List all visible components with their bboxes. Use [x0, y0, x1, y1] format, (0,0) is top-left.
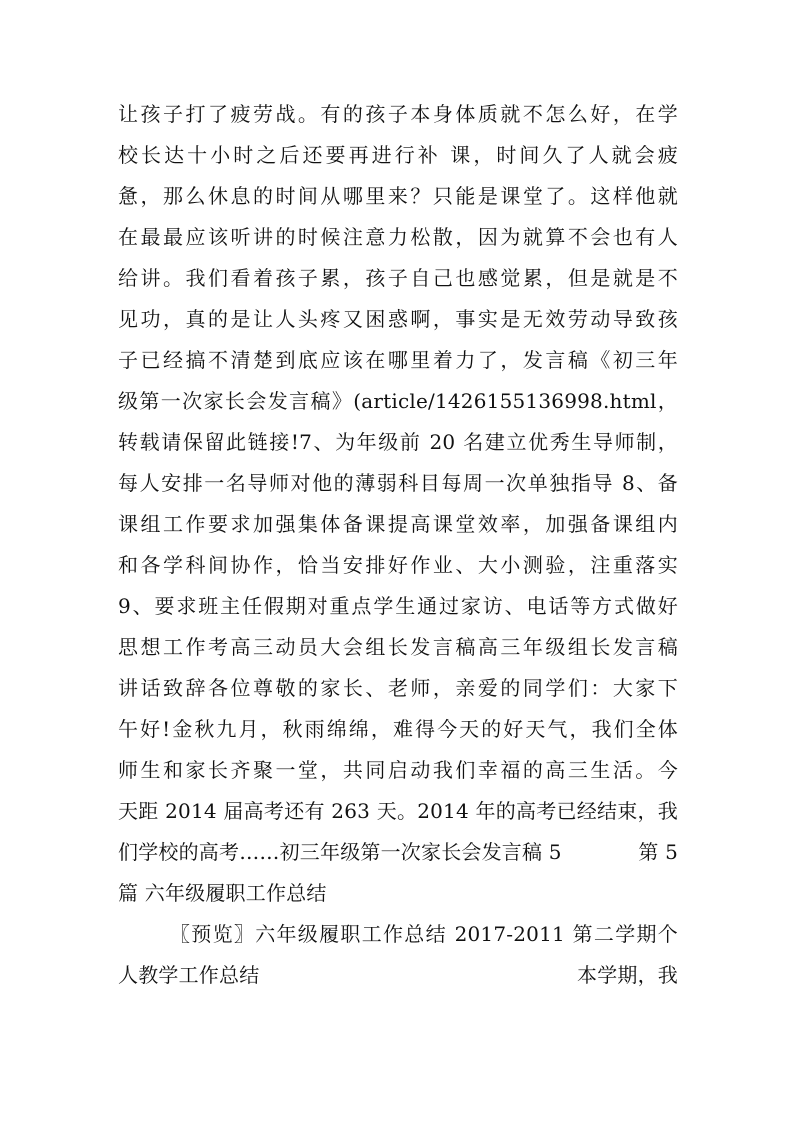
- text-line: 级第一次家长会发言稿》(article/1426155136998.html，: [118, 389, 678, 413]
- section-heading: 篇 六年级履职工作总结: [118, 881, 327, 905]
- preview-line: 〖预览〗六年级履职工作总结 2017-2011 第二学期个: [170, 922, 678, 946]
- text-line: 见功，真的是让人头疼又困惑啊，事实是无效劳动导致孩: [118, 307, 678, 331]
- text-line-left: 们学校的高考……初三年级第一次家长会发言稿 5: [118, 840, 562, 864]
- text-line: 师生和家长齐聚一堂，共同启动我们幸福的高三生活。今: [118, 758, 678, 782]
- text-line-left: 人教学工作总结: [118, 963, 260, 987]
- text-line: 惫，那么休息的时间从哪里来？只能是课堂了。这样他就: [118, 184, 678, 208]
- text-line: 转载请保留此链接!7、为年级前 20 名建立优秀生导师制，: [118, 430, 678, 454]
- text-line: 和各学科间协作，恰当安排好作业、大小测验，注重落实: [118, 553, 678, 577]
- text-line: 给讲。我们看着孩子累，孩子自己也感觉累，但是就是不: [118, 266, 678, 290]
- text-line: 课组工作要求加强集体备课提高课堂效率，加强备课组内: [118, 512, 678, 536]
- text-line: 9、要求班主任假期对重点学生通过家访、电话等方式做好: [118, 594, 678, 618]
- text-line-right: 本学期，我: [577, 963, 678, 987]
- text-line: 思想工作考高三动员大会组长发言稿高三年级组长发言稿: [118, 635, 678, 659]
- text-line: 天距 2014 届高考还有 263 天。2014 年的高考已经结束，我: [118, 799, 678, 823]
- text-line: [118, 962, 678, 988]
- text-line: 校长达十小时之后还要再进行补 课，时间久了人就会疲: [118, 143, 678, 167]
- text-line: 让孩子打了疲劳战。有的孩子本身体质就不怎么好，在学: [118, 102, 678, 126]
- text-line: 子已经搞不清楚到底应该在哪里着力了，发言稿《初三年: [118, 348, 678, 372]
- text-line: [118, 839, 678, 865]
- text-line: 讲话致辞各位尊敬的家长、老师，亲爱的同学们：大家下: [118, 676, 678, 700]
- text-line: 午好!金秋九月，秋雨绵绵，难得今天的好天气，我们全体: [118, 717, 678, 741]
- text-line: 每人安排一名导师对他的薄弱科目每周一次单独指导 8、备: [118, 471, 678, 495]
- text-line-right: 第 5: [638, 840, 678, 864]
- text-line: 在最最应该听讲的时候注意力松散，因为就算不会也有人: [118, 225, 678, 249]
